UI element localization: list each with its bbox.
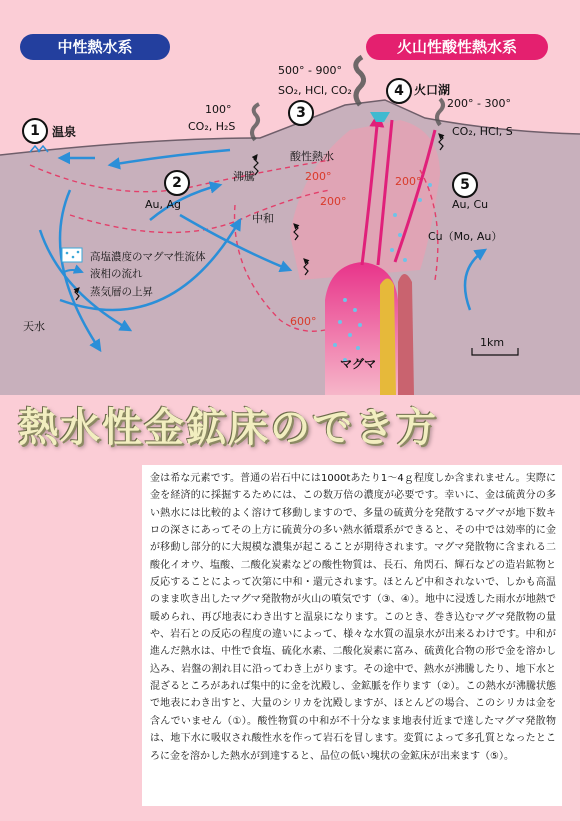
text-panel <box>142 465 562 806</box>
legend-liquid-text: 液相の流れ <box>90 268 143 280</box>
magma-channel-yellow <box>380 279 396 396</box>
label-magma: マグマ <box>340 357 377 371</box>
legend-fluid-swatch <box>62 248 82 262</box>
label-au-cu: Au, Cu <box>452 198 489 211</box>
legend-steam-text: 蒸気層の上昇 <box>90 286 153 298</box>
label-acid-temp: 200° - 300° <box>447 97 511 110</box>
magma-channel-red <box>398 274 414 395</box>
steam-plume-2 <box>356 57 364 105</box>
label-hot-spring: 温泉 <box>52 125 77 139</box>
label-acidic-water: 酸性熱水 <box>290 150 334 163</box>
marker-1: 1 <box>22 118 48 144</box>
isotherm-label-200-c: 200° <box>395 175 422 188</box>
label-boiling: 沸騰 <box>233 170 255 183</box>
label-scale: 1km <box>480 336 505 349</box>
isotherm-label-200-a: 200° <box>305 170 332 183</box>
label-vent-temp: 500° - 900° <box>278 64 342 77</box>
label-vent-gas: SO₂, HCl, CO₂ <box>278 84 352 97</box>
marker-2: 2 <box>164 170 190 196</box>
label-co2-h2s: CO₂, H₂S <box>188 120 236 133</box>
label-neutralization: 中和 <box>252 212 274 225</box>
marker-5: 5 <box>452 172 478 198</box>
label-crater-lake: 火口湖 <box>414 83 451 97</box>
label-au-ag: Au, Ag <box>145 198 181 211</box>
marker-4: 4 <box>386 78 412 104</box>
neutral-system-label: 中性熱水系 <box>20 34 170 60</box>
acidic-system-label: 火山性酸性熱水系 <box>366 34 548 60</box>
isotherm-label-600: 600° <box>290 315 317 328</box>
label-acid-gas: CO₂, HCl, S <box>452 125 513 138</box>
page-title: 熱水性金鉱床のでき方 <box>18 405 438 451</box>
isotherm-label-200-b: 200° <box>320 195 347 208</box>
label-cu-mo-au: Cu（Mo, Au） <box>428 230 503 243</box>
marker-3: 3 <box>288 100 314 126</box>
legend-fluid-text: 高塩濃度のマグマ性流体 <box>90 251 206 263</box>
label-100-deg: 100° <box>205 103 232 116</box>
body-text: 金は希な元素です。普通の岩石中には1000tあたり1～4ｇ程度しか含まれません。実際に金を経済的に採掘するためには、この数万倍の濃度が必要です。幸いに、金は硫黄分の多い熱水には比較的よく溶けて移動しますので、多量の硫黄分を発散するマグマが地下数キロの深さにあってその上方に硫黄分の多い熱水循環系ができると、その中では効率的に金が移動し部分的に大規模な濃集が起こることが期待されます。マグマ発散物に含まれる二酸化イオウ、塩酸、二酸化炭素などの酸性物質は、長石、角閃石、輝石などの造岩鉱物と反応することによって次第に中和・還元されます。ほとんど中和されないで、しかも高温のまま吹き出したマグマ発散物が火山の噴気です（③、④）。地中に浸透した雨水が地熱で暖められ、再び地表にわき出すと温泉になります。このとき、巻き込むマグマ発散物の量や、岩石との反応の程度の違いによって、様々な水質の温泉水が出来るわけです。中和が進んだ熱水は、中性で食塩、硫化水素、二酸化炭素に富み、硫黄化合物の形で金を溶かし込み、岩盤の割れ目に沿ってわき上がります。その途中で、熱水が沸騰したり、地下水と混ざるところがあれば集中的に金を沈殿し、金鉱脈を作ります（②）。この熱水が沸騰状態で地表にわき出すと、大量のシリカを沈殿しますが、ほとんどの場合、このシリカは金を含んでいません（①）。酸性物質の中和が不十分なまま地表付近まで達したマグマ発散物は、地下水に吸収され酸性水を作って岩石を冒します。変質によって多孔質となったところに金を溶かした熱水が到達すると、品位の低い塊状の金鉱床が出来ます（⑤）。 <box>150 473 556 762</box>
steam-plume-1 <box>252 104 259 140</box>
crust <box>0 100 580 395</box>
label-rain-water: 天水 <box>23 320 45 333</box>
